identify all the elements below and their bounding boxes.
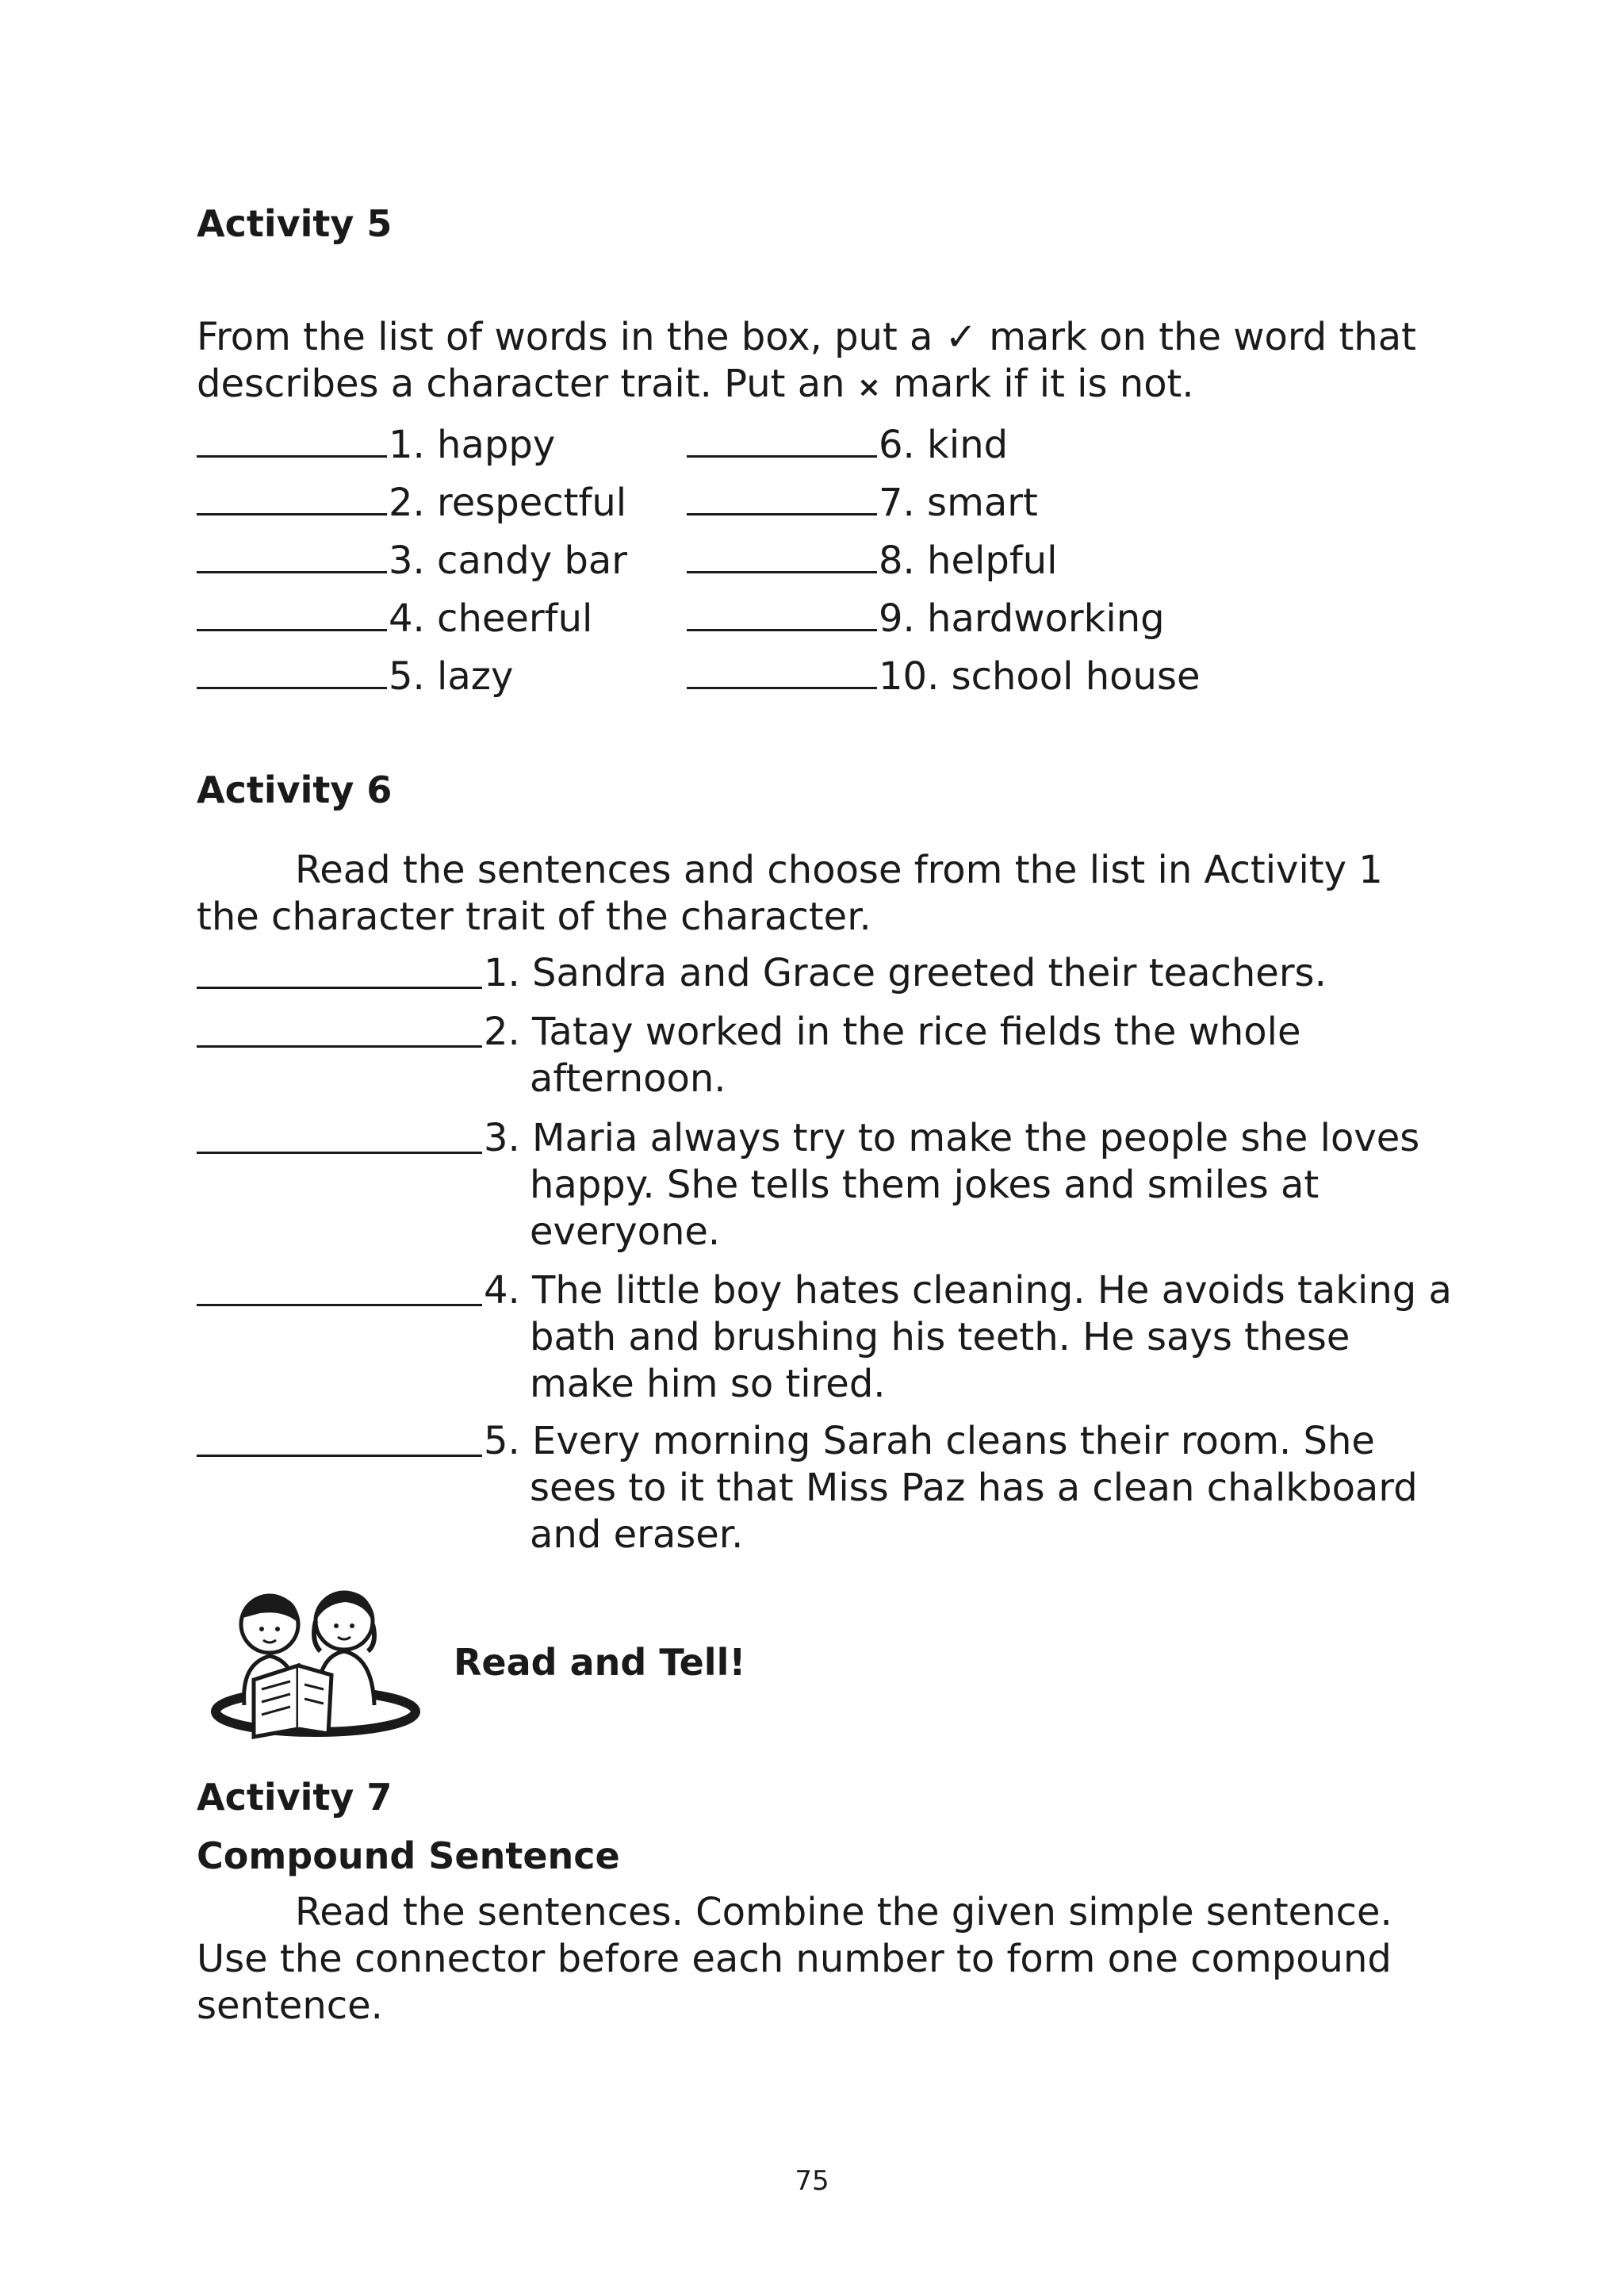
list-item-label: 4. cheerful: [389, 596, 593, 641]
list-item: [687, 592, 1165, 642]
activity-6-title: Activity 6: [197, 769, 393, 811]
instruction-part-2: mark on the word that describes a character trait. Put an: [197, 315, 1416, 406]
list-item: [687, 535, 1057, 585]
list-item: [687, 419, 1008, 469]
sentence-item: [197, 1418, 1465, 1558]
x-mark-icon: ×: [856, 371, 882, 404]
answer-blank[interactable]: [687, 477, 877, 516]
list-item-label: 1. happy: [389, 423, 556, 467]
answer-blank[interactable]: [687, 650, 877, 689]
answer-blank[interactable]: [197, 477, 387, 516]
children-reading-icon: [205, 1578, 422, 1742]
answer-blank[interactable]: [687, 592, 877, 631]
list-item-label: 7. smart: [879, 481, 1038, 525]
list-item: [197, 419, 555, 469]
list-item: [197, 592, 592, 642]
list-item-label: 9. hardworking: [879, 596, 1165, 641]
sentence-item: [197, 1009, 1465, 1102]
sentence-text: 1. Sandra and Grace greeted their teachers.: [484, 951, 1327, 995]
sentence-text: 4. The little boy hates cleaning. He avoids taking a bath and brushing his teeth. He says these make him so tired.: [484, 1268, 1452, 1406]
sentence-item: [197, 1267, 1465, 1408]
read-and-tell-title: Read and Tell!: [454, 1641, 746, 1684]
answer-blank[interactable]: [197, 1267, 482, 1306]
activity-5-title: Activity 5: [197, 202, 393, 245]
answer-blank[interactable]: [197, 1115, 482, 1154]
sentence-text: 3. Maria always try to make the people she loves happy. She tells them jokes and smiles at everyone.: [484, 1116, 1420, 1254]
activity-7-instruction: Read the sentences. Combine the given simple sentence. Use the connector before each number to form one compound sentence.: [197, 1890, 1392, 2028]
answer-blank[interactable]: [197, 535, 387, 573]
check-mark-icon: ✓: [944, 315, 977, 359]
list-item-label: 3. candy bar: [389, 539, 628, 583]
list-item: [197, 477, 626, 527]
list-item: [687, 650, 1201, 700]
answer-blank[interactable]: [197, 950, 482, 989]
sentence-text: 2. Tatay worked in the rice fields the whole afternoon.: [484, 1010, 1301, 1101]
list-item: [687, 477, 1038, 527]
list-item-label: 8. helpful: [879, 539, 1058, 583]
list-item: [197, 535, 627, 585]
list-item-label: 6. kind: [879, 423, 1009, 467]
answer-blank[interactable]: [197, 1009, 482, 1048]
activity-7-subtitle: Compound Sentence: [197, 1834, 620, 1877]
answer-blank[interactable]: [197, 650, 387, 689]
activity-7-title: Activity 7: [197, 1776, 393, 1819]
answer-blank[interactable]: [197, 1418, 482, 1457]
instruction-part-3: mark if it is not.: [893, 362, 1194, 406]
list-item-label: 5. lazy: [389, 654, 514, 699]
list-item-label: 10. school house: [879, 654, 1201, 699]
sentence-text: 5. Every morning Sarah cleans their room. She sees to it that Miss Paz has a clean chalkboard and eraser.: [484, 1419, 1418, 1557]
sentence-item: [197, 950, 1465, 997]
list-item-label: 2. respectful: [389, 481, 627, 525]
sentence-item: [197, 1115, 1465, 1255]
list-item: [197, 650, 513, 700]
page-number: 75: [795, 2165, 829, 2197]
instruction-part-1: From the list of words in the box, put a: [197, 315, 933, 359]
answer-blank[interactable]: [197, 419, 387, 458]
answer-blank[interactable]: [687, 535, 877, 573]
activity-6-instruction: Read the sentences and choose from the list in Activity 1 the character trait of the character.: [197, 848, 1383, 939]
answer-blank[interactable]: [197, 592, 387, 631]
activity-5-instruction: [197, 314, 1450, 411]
answer-blank[interactable]: [687, 419, 877, 458]
